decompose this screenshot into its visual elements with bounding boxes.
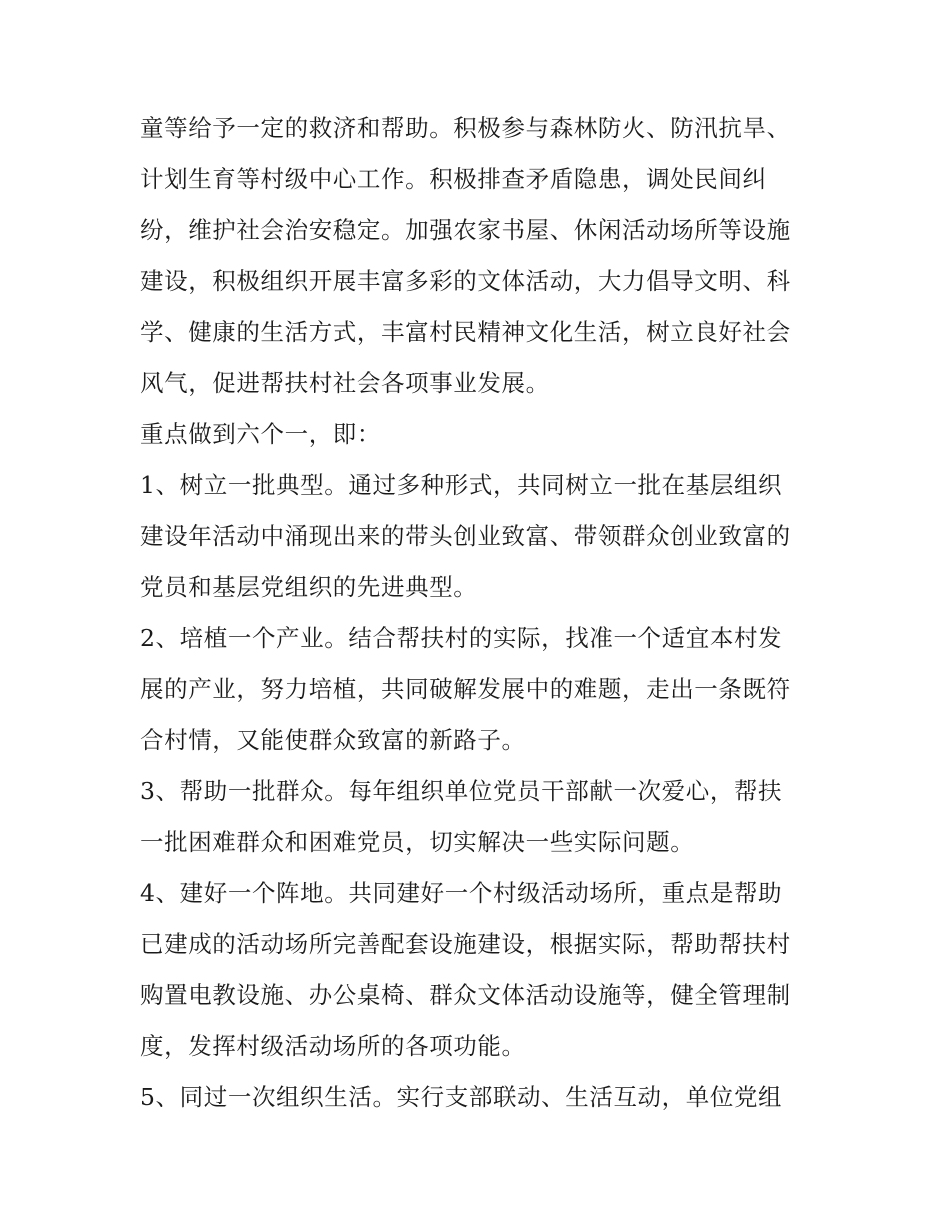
- text-line: 度，发挥村级活动场所的各项功能。: [140, 1032, 526, 1060]
- text-line: 童等给予一定的救济和帮助。积极参与森林防火、防汛抗旱、: [140, 114, 791, 142]
- text-line: 建设年活动中涌现出来的带头创业致富、带领群众创业致富的: [140, 522, 791, 550]
- list-item-4-line: 4、建好一个阵地。共同建好一个村级活动场所，重点是帮助: [140, 879, 783, 907]
- list-item-1-line: 1、树立一批典型。通过多种形式，共同树立一批在基层组织: [140, 471, 783, 499]
- text-line: 一批困难群众和困难党员，切实解决一些实际问题。: [140, 828, 695, 856]
- text-line: 已建成的活动场所完善配套设施建设，根据实际，帮助帮扶村: [140, 930, 791, 958]
- text-line: 学、健康的生活方式，丰富村民精神文化生活，树立良好社会: [140, 318, 791, 346]
- text-line: 展的产业，努力培植，共同破解发展中的难题，走出一条既符: [140, 675, 791, 703]
- text-line: 党员和基层党组织的先进典型。: [140, 573, 478, 601]
- text-line: 建设，积极组织开展丰富多彩的文体活动，大力倡导文明、科: [140, 267, 791, 295]
- section-heading: 重点做到六个一，即：: [140, 420, 381, 448]
- text-line: 计划生育等村级中心工作。积极排查矛盾隐患，调处民间纠: [140, 165, 767, 193]
- text-line: 风气，促进帮扶村社会各项事业发展。: [140, 369, 550, 397]
- text-line: 合村情，又能使群众致富的新路子。: [140, 726, 526, 754]
- list-item-3-line: 3、帮助一批群众。每年组织单位党员干部献一次爱心，帮扶: [140, 777, 783, 805]
- text-line: 购置电教设施、办公桌椅、群众文体活动设施等，健全管理制: [140, 981, 791, 1009]
- text-line: 纷，维护社会治安稳定。加强农家书屋、休闲活动场所等设施: [140, 216, 791, 244]
- list-item-5-line: 5、同过一次组织生活。实行支部联动、生活互动，单位党组: [140, 1083, 783, 1111]
- list-item-2-line: 2、培植一个产业。结合帮扶村的实际，找准一个适宜本村发: [140, 624, 783, 652]
